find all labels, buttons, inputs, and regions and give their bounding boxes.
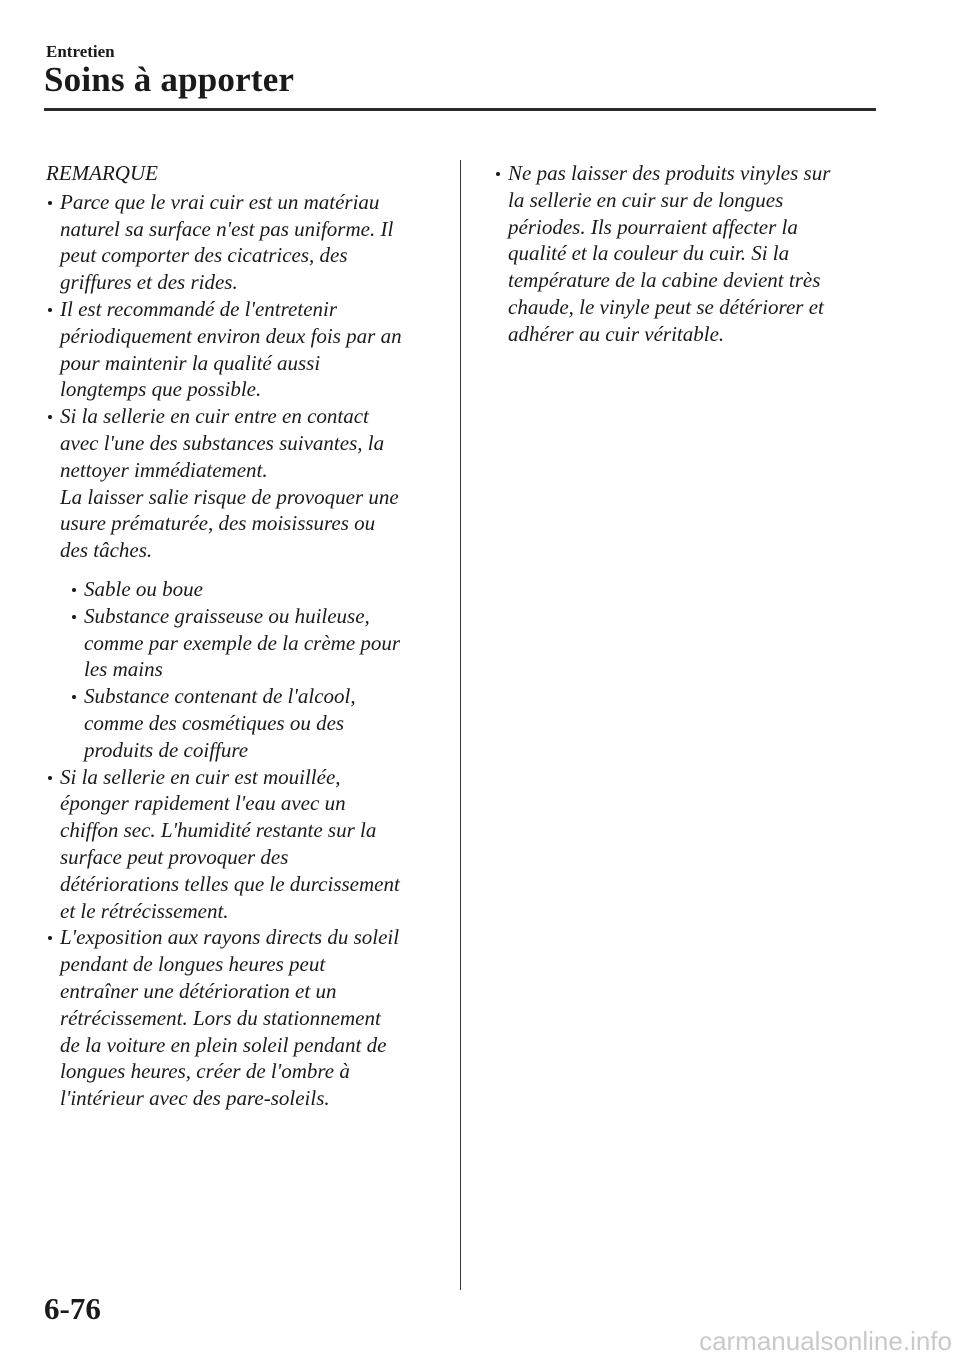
bullet-line: nettoyer immédiatement. [60, 457, 268, 482]
bullet-line: détériorations telles que le durcissement [60, 871, 400, 896]
bullet-line: chaude, le vinyle peut se détériorer et [508, 294, 824, 319]
bullet-line: température de la cabine devient très [508, 268, 821, 293]
bullet-line: adhérer au cuir véritable. [508, 321, 725, 346]
bullet-line: de la voiture en plein soleil pendant de [60, 1032, 387, 1057]
bullet-line: Il est recommandé de l'entretenir [60, 296, 338, 321]
bullet-item [494, 160, 864, 348]
bullet-line: et le rétrécissement. [60, 898, 229, 923]
bullet-line: longues heures, créer de l'ombre à [60, 1059, 350, 1084]
bullet-line: Sable ou boue [84, 576, 203, 601]
bullet-line: produits de coiffure [84, 737, 249, 762]
page-number: 6-76 [44, 1291, 101, 1326]
bullet-line: des tâches. [60, 538, 153, 563]
bullet-line: comme des cosmétiques ou des [84, 710, 345, 735]
bullet-line: Substance contenant de l'alcool, [84, 684, 356, 709]
bullet-line: surface peut provoquer des [60, 844, 289, 869]
bullet-dot-icon [48, 415, 52, 419]
bullet-dot-icon [48, 936, 52, 940]
bullet-dot-icon [72, 615, 76, 619]
section-label: Entretien [46, 42, 115, 61]
bullet-item [46, 403, 441, 564]
bullet-line: Parce que le vrai cuir est un matériau [60, 189, 380, 214]
bullet-dot-icon [72, 695, 76, 699]
bullet-line: rétrécissement. Lors du stationnement [60, 1005, 381, 1030]
bullet-line: peut comporter des cicatrices, des [60, 243, 348, 268]
column-divider [460, 160, 461, 1290]
bullet-item [46, 189, 441, 296]
sub-bullet-item [46, 683, 441, 763]
bullet-line: usure prématurée, des moisissures ou [60, 511, 376, 536]
bullet-line: pour maintenir la qualité aussi [60, 350, 321, 375]
bullet-dot-icon [48, 201, 52, 205]
bullet-dot-icon [496, 172, 500, 176]
bullet-line: Si la sellerie en cuir entre en contact [60, 404, 369, 429]
bullet-dot-icon [48, 308, 52, 312]
bullet-line: longtemps que possible. [60, 377, 262, 402]
bullet-line: qualité et la couleur du cuir. Si la [508, 241, 790, 266]
bullet-line: La laisser salie risque de provoquer une [60, 484, 399, 509]
sub-bullet-item [46, 576, 441, 603]
bullet-line: Si la sellerie en cuir est mouillée, [60, 764, 341, 789]
bullet-line: L'exposition aux rayons directs du soleil [60, 925, 400, 950]
bullet-line: l'intérieur avec des pare-soleils. [60, 1086, 330, 1111]
bullet-line: avec l'une des substances suivantes, la [60, 430, 385, 455]
bullet-item [46, 296, 441, 403]
bullet-line: périodiquement environ deux fois par an [60, 323, 402, 348]
bullet-line: entraîner une détérioration et un [60, 978, 337, 1003]
bullet-item [46, 924, 441, 1112]
heading-rule [44, 108, 876, 111]
right-column [494, 160, 864, 348]
bullet-dot-icon [72, 588, 76, 592]
bullet-line: chiffon sec. L'humidité restante sur la [60, 818, 377, 843]
sub-bullet-item [46, 603, 441, 683]
bullet-line: périodes. Ils pourraient affecter la [508, 214, 798, 239]
note-label: REMARQUE [46, 161, 158, 185]
page-title: Soins à apporter [44, 60, 295, 99]
bullet-line: Ne pas laisser des produits vinyles sur [508, 161, 831, 185]
bullet-line: naturel sa surface n'est pas uniforme. Il [60, 216, 394, 241]
watermark-link[interactable]: carmanualsonline.info [699, 1326, 952, 1356]
left-column [46, 160, 441, 1112]
bullet-line: éponger rapidement l'eau avec un [60, 791, 346, 816]
bullet-item [46, 764, 441, 925]
bullet-line: la sellerie en cuir sur de longues [508, 187, 784, 212]
bullet-line: les mains [84, 657, 163, 682]
bullet-line: Substance graisseuse ou huileuse, [84, 603, 370, 628]
bullet-dot-icon [48, 776, 52, 780]
bullet-line: pendant de longues heures peut [60, 952, 326, 977]
bullet-line: griffures et des rides. [60, 270, 238, 295]
bullet-line: comme par exemple de la crème pour [84, 630, 401, 655]
